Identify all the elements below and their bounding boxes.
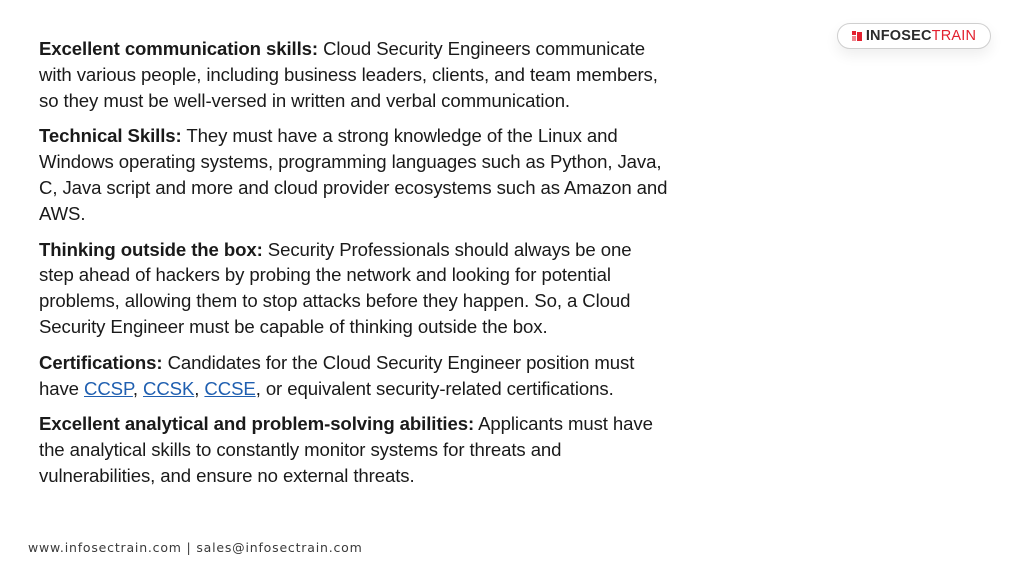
paragraph-thinking-outside-box [39,237,669,340]
infosectrain-logo [837,23,991,49]
paragraph-body: Security Professionals should always be one step ahead of hackers by probing the network and looking for potential problems, allowing them to stop attacks before they happen. So, a Cloud Security Engineer must be capable of thinking outside the box. [39,238,632,337]
link-ccse[interactable]: CCSE [204,377,256,399]
main-content [39,36,669,489]
paragraph-body: Applicants must have the analytical skills to constantly monitor systems for threats and vulnerabilities, and ensure no external threats. [39,413,653,486]
link-separator: , [194,377,205,399]
paragraph-body-before: Candidates for the Cloud Security Engineer position must have [39,351,635,399]
logo-text-infosec: INFOSEC [865,28,932,44]
logo-text-train: TRAIN [931,28,977,44]
link-ccsk[interactable]: CCSK [143,377,195,399]
paragraph-heading: Certifications: [39,351,163,373]
paragraph-analytical-abilities [39,411,669,488]
paragraph-heading: Excellent analytical and problem-solving abilities: [39,413,475,435]
link-ccsp[interactable]: CCSP [84,377,133,399]
paragraph-communication-skills [39,36,669,113]
paragraph-body: They must have a strong knowledge of the Linux and Windows operating systems, programming languages such as Python, Java, C, Java script and more and cloud provider ecosystems such as Amazon and AWS. [39,125,668,224]
infosectrain-logo-mark-icon [852,31,862,41]
paragraph-heading: Technical Skills: [39,125,182,147]
paragraph-technical-skills [39,123,669,226]
paragraph-body: Cloud Security Engineers communicate with various people, including business leaders, clients, and team members, so they must be well-versed in written and verbal communication. [39,38,658,111]
paragraph-body-after: , or equivalent security-related certifications. [255,377,614,399]
paragraph-certifications [39,350,669,402]
paragraph-heading: Thinking outside the box: [39,238,263,260]
paragraph-heading: Excellent communication skills: [39,38,318,59]
footer-contact: www.infosectrain.com | sales@infosectrain.com [28,540,363,555]
link-separator: , [132,377,144,399]
